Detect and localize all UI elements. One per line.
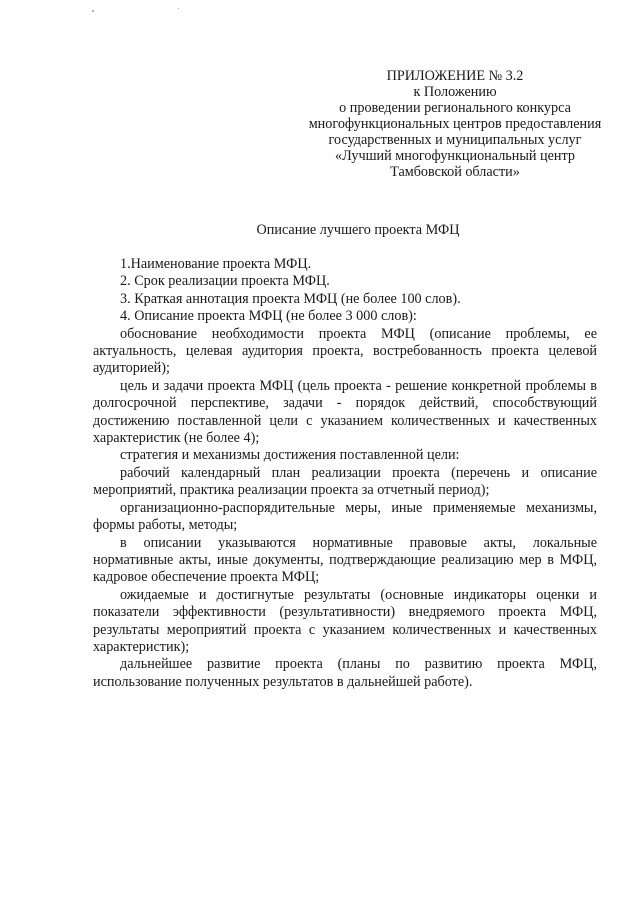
appendix-line: Тамбовской области» <box>390 164 520 180</box>
appendix-header <box>270 68 640 180</box>
appendix-line: государственных и муниципальных услуг <box>328 132 582 148</box>
scan-speck <box>92 10 94 12</box>
paragraph: дальнейшее развитие проекта (планы по развитию проекта МФЦ, использование полученных результатов в дальнейшей работе). <box>93 656 597 690</box>
paragraph: ожидаемые и достигнутые результаты (основные индикаторы оценки и показатели эффективности (результативности) внедряемого проекта МФЦ, результаты мероприятий проекта с указанием количественных и качественных характеристик); <box>93 586 597 655</box>
appendix-line: ПРИЛОЖЕНИЕ № 3.2 <box>386 68 524 84</box>
paragraph: в описании указываются нормативные правовые акты, локальные нормативные акты, иные документы, подтверждающие реализацию мер в МФЦ, кадровое обеспечение проекта МФЦ; <box>93 534 597 586</box>
paragraph: обоснование необходимости проекта МФЦ (описание проблемы, ее актуальность, целевая аудитория проекта, востребованность проекта целевой аудиторией); <box>93 325 597 377</box>
document-body <box>93 256 597 691</box>
document-title: Описание лучшего проекта МФЦ <box>256 222 460 238</box>
list-item: 1.Наименование проекта МФЦ. <box>120 256 312 272</box>
paragraph: цель и задачи проекта МФЦ (цель проекта - решение конкретной проблемы в долгосрочной перспективе, задачи - порядок действий, способствующий достижению поставленной цели с указанием количественных и качественных характеристик (не более 4); <box>93 377 597 447</box>
list-item: 4. Описание проекта МФЦ (не более 3 000 слов): <box>120 308 417 325</box>
appendix-line: многофункциональных центров предоставления <box>308 116 602 132</box>
list-item: 3. Краткая аннотация проекта МФЦ (не более 100 слов). <box>120 290 461 307</box>
paragraph: стратегия и механизмы достижения поставленной цели: <box>120 447 460 464</box>
list-item: 2. Срок реализации проекта МФЦ. <box>120 273 330 290</box>
scan-speck <box>178 8 179 9</box>
paragraph: организационно-распорядительные меры, иные применяемые механизмы, формы работы, методы; <box>93 499 597 534</box>
appendix-line: «Лучший многофункциональный центр <box>335 148 575 164</box>
appendix-line: о проведении регионального конкурса <box>339 100 571 116</box>
paragraph: рабочий календарный план реализации проекта (перечень и описание мероприятий, практика реализации проекта за отчетный период); <box>93 464 597 499</box>
appendix-line: к Положению <box>413 84 497 100</box>
